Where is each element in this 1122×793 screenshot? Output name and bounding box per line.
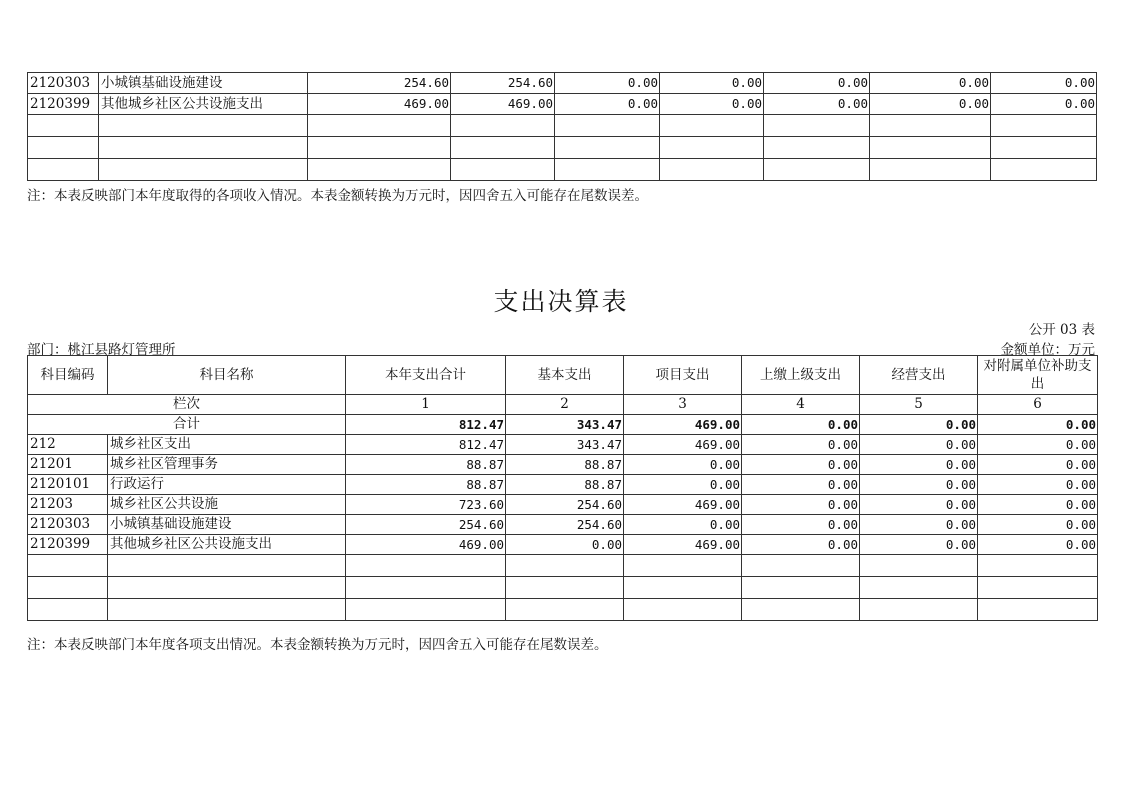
amount-cell: 0.00 [860, 475, 978, 495]
empty-cell [624, 577, 742, 599]
table-row [28, 515, 1098, 535]
amount-cell: 469.00 [451, 94, 555, 115]
amount-cell: 0.00 [860, 455, 978, 475]
table-row [28, 94, 1097, 115]
empty-cell [28, 115, 99, 137]
amount-cell: 254.60 [308, 73, 451, 94]
amount-cell: 0.00 [870, 94, 991, 115]
empty-cell [555, 115, 660, 137]
amount-cell: 0.00 [991, 94, 1097, 115]
empty-row [28, 137, 1097, 159]
empty-row [28, 115, 1097, 137]
amount-cell: 0.00 [660, 73, 764, 94]
empty-cell [991, 159, 1097, 181]
subject-code: 21203 [28, 495, 108, 515]
amount-cell: 88.87 [346, 475, 506, 495]
table-row [28, 435, 1098, 455]
header-cell: 本年支出合计 [346, 356, 506, 395]
empty-cell [860, 577, 978, 599]
subject-code: 2120399 [28, 535, 108, 555]
amount-cell: 343.47 [506, 435, 624, 455]
amount-cell: 469.00 [346, 535, 506, 555]
amount-cell: 0.00 [764, 94, 870, 115]
empty-row [28, 599, 1098, 621]
amount-cell: 0.00 [742, 475, 860, 495]
subject-name: 小城镇基础设施建设 [99, 73, 308, 94]
amount-cell: 0.00 [991, 73, 1097, 94]
empty-cell [764, 115, 870, 137]
subject-code: 2120303 [28, 515, 108, 535]
page-title: 支出决算表 [493, 287, 629, 316]
table-row [28, 535, 1098, 555]
empty-cell [346, 577, 506, 599]
empty-cell [978, 599, 1098, 621]
empty-cell [991, 115, 1097, 137]
amount-cell: 0.00 [860, 515, 978, 535]
header-row [28, 356, 1098, 395]
empty-cell [99, 115, 308, 137]
expense-table-note: 注：本表反映部门本年度各项支出情况。本表金额转换为万元时，因四舍五入可能存在尾数误差。 [27, 637, 608, 653]
amount-cell: 0.00 [742, 535, 860, 555]
empty-cell [99, 159, 308, 181]
empty-cell [346, 555, 506, 577]
subject-name: 其他城乡社区公共设施支出 [99, 94, 308, 115]
amount-cell: 0.00 [742, 515, 860, 535]
empty-cell [764, 159, 870, 181]
empty-cell [624, 555, 742, 577]
empty-row [28, 577, 1098, 599]
empty-cell [660, 137, 764, 159]
total-value: 0.00 [978, 415, 1098, 435]
empty-cell [555, 159, 660, 181]
header-cell: 基本支出 [506, 356, 624, 395]
amount-cell: 0.00 [860, 495, 978, 515]
column-number: 4 [742, 395, 860, 415]
empty-cell [870, 159, 991, 181]
column-number: 2 [506, 395, 624, 415]
empty-cell [308, 115, 451, 137]
subject-name: 城乡社区支出 [108, 435, 346, 455]
amount-cell: 0.00 [978, 455, 1098, 475]
empty-cell [308, 159, 451, 181]
amount-cell: 0.00 [624, 475, 742, 495]
header-cell: 上缴上级支出 [742, 356, 860, 395]
amount-cell: 0.00 [660, 94, 764, 115]
amount-cell: 0.00 [978, 515, 1098, 535]
empty-cell [28, 555, 108, 577]
empty-cell [624, 599, 742, 621]
amount-cell: 469.00 [624, 435, 742, 455]
total-label: 合计 [28, 415, 346, 435]
subject-code: 2120101 [28, 475, 108, 495]
empty-cell [99, 137, 308, 159]
amount-cell: 469.00 [624, 495, 742, 515]
header-cell: 对附属单位补助支出 [978, 356, 1098, 395]
amount-cell: 469.00 [308, 94, 451, 115]
amount-cell: 0.00 [978, 435, 1098, 455]
amount-cell: 0.00 [555, 94, 660, 115]
header-cell: 项目支出 [624, 356, 742, 395]
empty-cell [28, 137, 99, 159]
empty-cell [346, 599, 506, 621]
empty-cell [870, 137, 991, 159]
empty-cell [660, 159, 764, 181]
income-table-continued [27, 72, 1097, 181]
income-table-note: 注：本表反映部门本年度取得的各项收入情况。本表金额转换为万元时，因四舍五入可能存在尾数误差。 [27, 188, 648, 204]
empty-cell [506, 555, 624, 577]
amount-cell: 723.60 [346, 495, 506, 515]
header-cell: 科目编码 [28, 356, 108, 395]
amount-cell: 88.87 [506, 455, 624, 475]
total-value: 812.47 [346, 415, 506, 435]
total-value: 0.00 [860, 415, 978, 435]
column-index-label: 栏次 [28, 395, 346, 415]
empty-cell [860, 599, 978, 621]
empty-cell [451, 159, 555, 181]
empty-cell [108, 577, 346, 599]
amount-cell: 0.00 [555, 73, 660, 94]
table-row [28, 475, 1098, 495]
department-label: 部门：桃江县路灯管理所 [27, 342, 176, 358]
empty-cell [660, 115, 764, 137]
amount-cell: 469.00 [624, 535, 742, 555]
amount-cell: 0.00 [624, 455, 742, 475]
amount-cell: 0.00 [978, 475, 1098, 495]
empty-cell [764, 137, 870, 159]
empty-cell [28, 577, 108, 599]
empty-cell [506, 599, 624, 621]
subject-code: 21201 [28, 455, 108, 475]
amount-cell: 0.00 [860, 435, 978, 455]
total-row [28, 415, 1098, 435]
amount-cell: 254.60 [506, 515, 624, 535]
amount-cell: 254.60 [346, 515, 506, 535]
empty-cell [108, 555, 346, 577]
amount-cell: 0.00 [624, 515, 742, 535]
table-row [28, 495, 1098, 515]
subject-name: 其他城乡社区公共设施支出 [108, 535, 346, 555]
subject-name: 小城镇基础设施建设 [108, 515, 346, 535]
amount-cell: 0.00 [978, 535, 1098, 555]
subject-code: 2120399 [28, 94, 99, 115]
empty-cell [870, 115, 991, 137]
amount-cell: 254.60 [451, 73, 555, 94]
empty-cell [451, 137, 555, 159]
amount-cell: 0.00 [742, 455, 860, 475]
table-row [28, 73, 1097, 94]
amount-cell: 88.87 [506, 475, 624, 495]
amount-unit-label: 金额单位：万元 [1000, 342, 1095, 358]
subject-code: 2120303 [28, 73, 99, 94]
expense-table [27, 355, 1098, 621]
column-index-row [28, 395, 1098, 415]
empty-cell [742, 555, 860, 577]
empty-cell [555, 137, 660, 159]
amount-cell: 0.00 [742, 435, 860, 455]
amount-cell: 0.00 [506, 535, 624, 555]
header-cell: 经营支出 [860, 356, 978, 395]
subject-name: 城乡社区公共设施 [108, 495, 346, 515]
empty-cell [742, 599, 860, 621]
amount-cell: 254.60 [506, 495, 624, 515]
column-number: 5 [860, 395, 978, 415]
empty-cell [742, 577, 860, 599]
column-number: 3 [624, 395, 742, 415]
empty-cell [860, 555, 978, 577]
form-number: 公开 03 表 [1028, 322, 1095, 338]
empty-row [28, 555, 1098, 577]
total-value: 343.47 [506, 415, 624, 435]
amount-cell: 0.00 [742, 495, 860, 515]
table-row [28, 455, 1098, 475]
total-value: 0.00 [742, 415, 860, 435]
empty-cell [308, 137, 451, 159]
empty-cell [28, 159, 99, 181]
column-number: 6 [978, 395, 1098, 415]
amount-cell: 0.00 [860, 535, 978, 555]
empty-cell [506, 577, 624, 599]
empty-cell [978, 555, 1098, 577]
subject-code: 212 [28, 435, 108, 455]
amount-cell: 0.00 [764, 73, 870, 94]
empty-cell [978, 577, 1098, 599]
empty-cell [451, 115, 555, 137]
total-value: 469.00 [624, 415, 742, 435]
amount-cell: 0.00 [978, 495, 1098, 515]
empty-cell [991, 137, 1097, 159]
amount-cell: 0.00 [870, 73, 991, 94]
empty-cell [108, 599, 346, 621]
amount-cell: 812.47 [346, 435, 506, 455]
amount-cell: 88.87 [346, 455, 506, 475]
column-number: 1 [346, 395, 506, 415]
empty-cell [28, 599, 108, 621]
subject-name: 行政运行 [108, 475, 346, 495]
subject-name: 城乡社区管理事务 [108, 455, 346, 475]
header-cell: 科目名称 [108, 356, 346, 395]
empty-row [28, 159, 1097, 181]
